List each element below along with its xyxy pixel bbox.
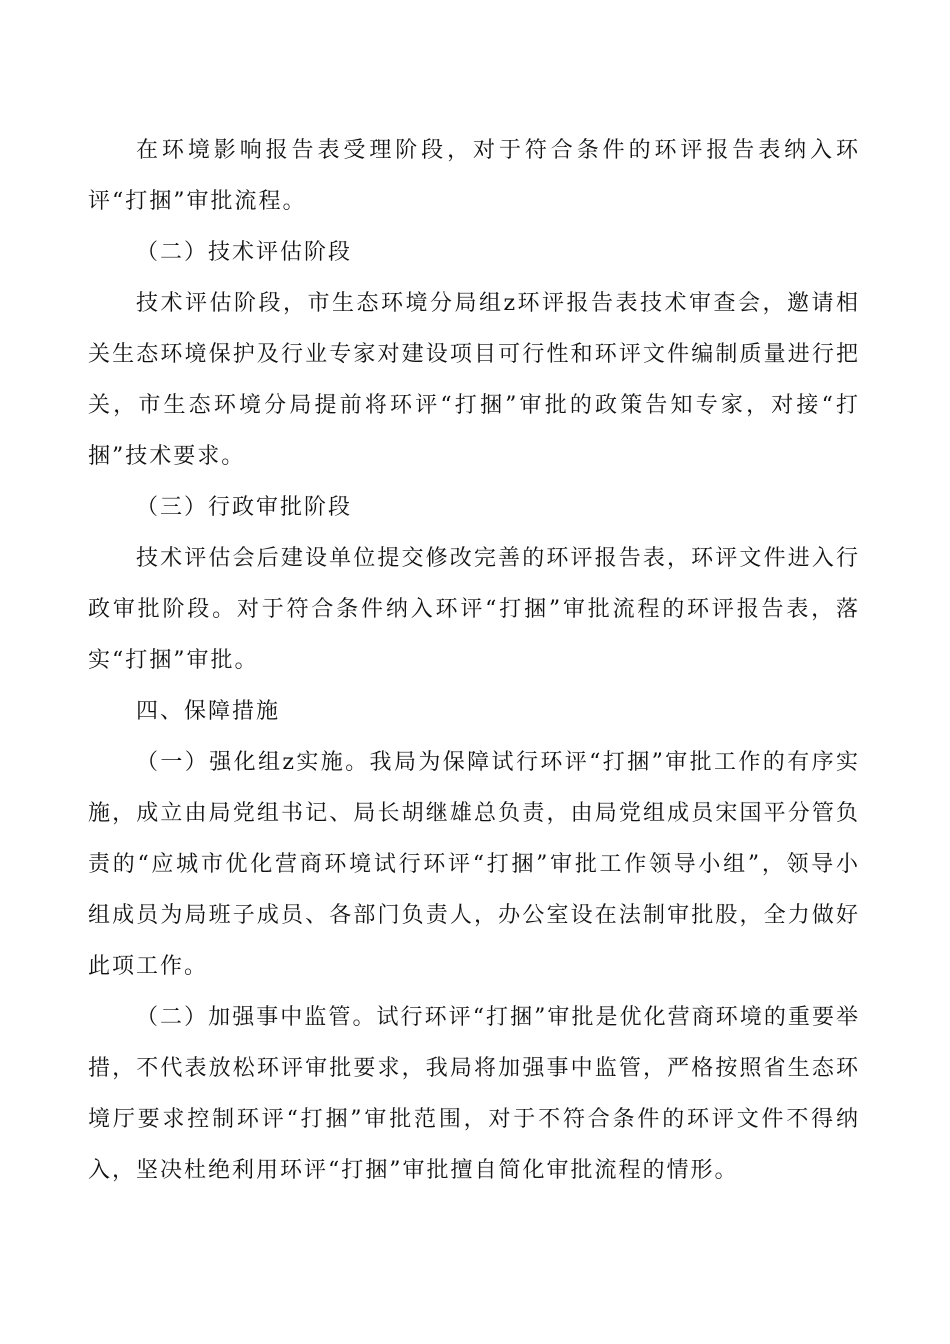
- heading-safeguard-measures: 四、保障措施: [136, 699, 281, 724]
- paragraph-intake-stage: 在环境影响报告表受理阶段，对于符合条件的环评报告表纳入环评“打捆”审批流程。: [88, 138, 860, 214]
- paragraph-administrative-approval: 技术评估会后建设单位提交修改完善的环评报告表，环评文件进入行政审批阶段。对于符合条件纳入环评“打捆”审批流程的环评报告表，落实“打捆”审批。: [88, 546, 860, 673]
- paragraph-organization: （一）强化组z实施。我局为保障试行环评“打捆”审批工作的有序实施，成立由局党组书记、局长胡继雄总负责，由局党组成员宋国平分管负责的“应城市优化营商环境试行环评“打捆”审批工作领导小组”，领导小组成员为局班子成员、各部门负责人，办公室设在法制审批股，全力做好此项工作。: [88, 750, 860, 979]
- paragraph-supervision: （二）加强事中监管。试行环评“打捆”审批是优化营商环境的重要举措，不代表放松环评审批要求，我局将加强事中监管，严格按照省生态环境厅要求控制环评“打捆”审批范围，对于不符合条件的环评文件不得纳入，坚决杜绝利用环评“打捆”审批擅自简化审批流程的情形。: [88, 1005, 860, 1183]
- heading-technical-evaluation: （二）技术评估阶段: [136, 240, 353, 265]
- document-body: [88, 125, 860, 1196]
- heading-administrative-approval: （三）行政审批阶段: [136, 495, 353, 520]
- paragraph-technical-evaluation: 技术评估阶段，市生态环境分局组z环评报告表技术审查会，邀请相关生态环境保护及行业专家对建设项目可行性和环评文件编制质量进行把关，市生态环境分局提前将环评“打捆”审批的政策告知专家，对接“打捆”技术要求。: [88, 291, 860, 469]
